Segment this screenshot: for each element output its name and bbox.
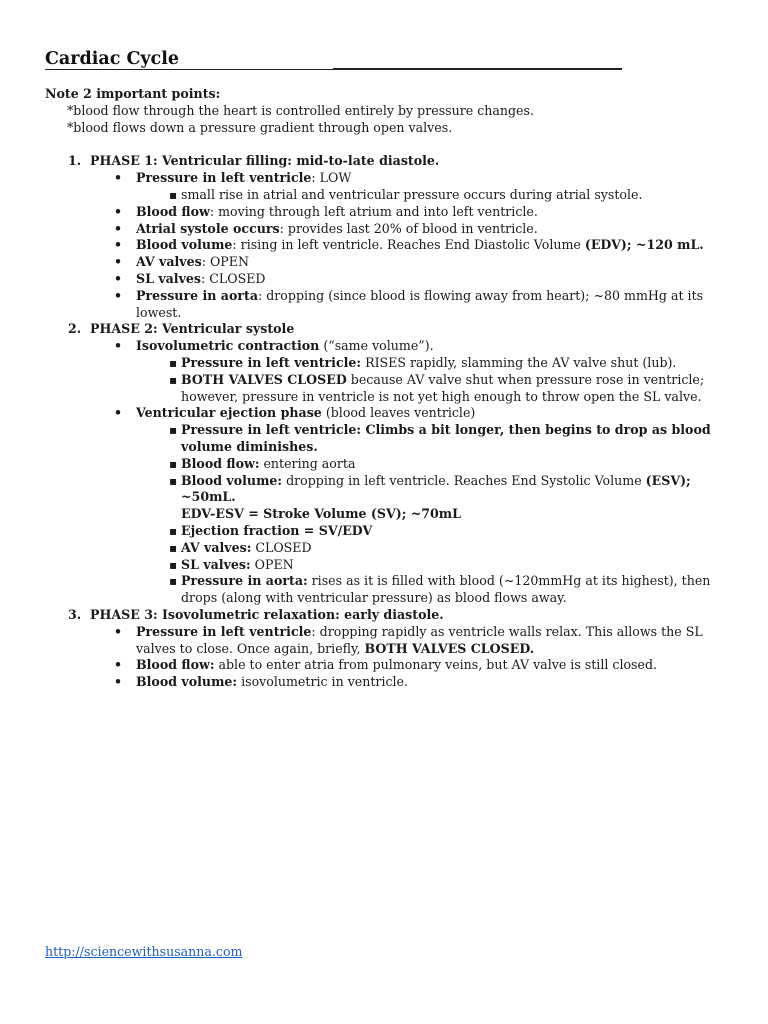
list-item: • Blood flow: moving through left atrium and into left ventricle.: [45, 204, 720, 221]
phase-1: [45, 153, 720, 321]
phase-number: 2.: [68, 321, 82, 337]
phase-2-items: [45, 338, 720, 607]
list-subitem: ▪ AV valves: CLOSED: [45, 540, 720, 557]
list-subitem: ▪ Pressure in left ventricle: Climbs a bit longer, then begins to drop as blood volume diminishes.: [45, 422, 720, 456]
note-line-2: *blood flows down a pressure gradient through open valves.: [67, 119, 453, 135]
list-subitem: ▪ BOTH VALVES CLOSED because AV valve shut when pressure rose in ventricle; however, pressure in ventricle is not yet high enough to throw open the SL valve.: [45, 372, 720, 406]
list-subitem: ▪ SL valves: OPEN: [45, 557, 720, 574]
phase-heading: 2. PHASE 2: Ventricular systole: [68, 321, 295, 337]
list-item: • Blood flow: able to enter atria from pulmonary veins, but AV valve is still closed.: [45, 657, 720, 674]
note-heading: Note 2 important points:: [45, 86, 221, 101]
list-item: • Blood volume: isovolumetric in ventricle.: [45, 674, 720, 691]
title-underline-heavy: [333, 68, 622, 70]
list-item: • Blood volume: rising in left ventricle. Reaches End Diastolic Volume (EDV); ~120 mL.: [45, 237, 720, 254]
phase-2: [45, 321, 720, 607]
phase-heading: 3. PHASE 3: Isovolumetric relaxation: early diastole.: [68, 606, 444, 622]
document-body: [45, 86, 720, 691]
phase-number: 1.: [68, 153, 82, 169]
list-item: • Isovolumetric contraction (“same volume”).: [45, 338, 720, 355]
phase-heading: 1. PHASE 1: Ventricular filling: mid-to-late diastole.: [68, 153, 440, 169]
list-subitem: ▪ Blood volume: dropping in left ventricle. Reaches End Systolic Volume (ESV); ~50mL. EDV-ESV = Stroke Volume (SV); ~70mL: [45, 473, 720, 523]
list-subitem: ▪ Blood flow: entering aorta: [45, 456, 720, 473]
list-subitem: ▪ Pressure in aorta: rises as it is filled with blood (~120mmHg at its highest), then drops (along with ventricular pressure) as blood flows away.: [45, 573, 720, 607]
phase-3: [45, 607, 720, 691]
phase-3-items: [45, 624, 720, 691]
list-item: • Ventricular ejection phase (blood leaves ventricle): [45, 405, 720, 422]
phase-1-items: [45, 170, 720, 321]
list-item: • AV valves: OPEN: [45, 254, 720, 271]
list-item: • SL valves: CLOSED: [45, 271, 720, 288]
list-subitem: ▪ small rise in atrial and ventricular pressure occurs during atrial systole.: [45, 187, 720, 204]
list-subitem: ▪ Pressure in left ventricle: RISES rapidly, slamming the AV valve shut (lub).: [45, 355, 720, 372]
list-item: • Pressure in left ventricle: dropping rapidly as ventricle walls relax. This allows the SL valves to close. Once again, briefly, BOTH VALVES CLOSED.: [45, 624, 720, 658]
phase-number: 3.: [68, 606, 82, 622]
note-line-1: *blood flow through the heart is controlled entirely by pressure changes.: [67, 102, 534, 118]
spacer: [45, 136, 720, 153]
list-item: • Pressure in left ventricle: LOW: [45, 170, 720, 187]
list-subitem: ▪ Ejection fraction = SV/EDV: [45, 523, 720, 540]
footer-website-link[interactable]: http://sciencewithsusanna.com: [45, 944, 243, 959]
page-title: Cardiac Cycle: [45, 49, 179, 69]
list-item: • Pressure in aorta: dropping (since blood is flowing away from heart); ~80 mmHg at its lowest.: [45, 288, 720, 322]
list-item: • Atrial systole occurs: provides last 20% of blood in ventricle.: [45, 221, 720, 238]
phase-list: [45, 153, 720, 691]
